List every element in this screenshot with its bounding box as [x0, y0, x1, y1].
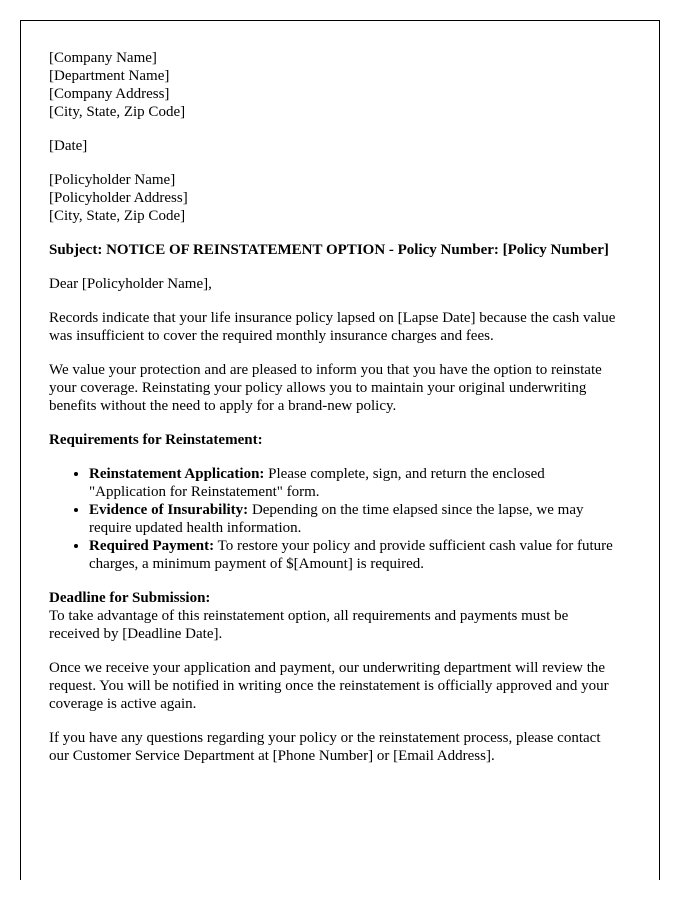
- letter-page: [20, 20, 660, 880]
- deadline-heading: Deadline for Submission:: [49, 590, 211, 606]
- requirement-text: To restore your policy and provide sufficient cash value for future charges, a minimum payment of $[Amount] is required.: [89, 538, 613, 572]
- requirements-list: [49, 465, 619, 573]
- letter-date: [Date]: [49, 138, 88, 154]
- sender-company-name: [Company Name]: [49, 50, 157, 66]
- requirement-item: [89, 537, 619, 573]
- requirement-item: [89, 465, 619, 501]
- review-paragraph: Once we receive your application and payment, our underwriting department will review the request. You will be notified in writing once the reinstatement is officially approved and your coverage is active again.: [49, 660, 609, 712]
- requirement-text: Depending on the time elapsed since the lapse, we may require updated health information.: [89, 502, 584, 536]
- deadline-text: To take advantage of this reinstatement option, all requirements and payments must be received by [Deadline Date].: [49, 608, 569, 642]
- sender-address-block: [49, 49, 619, 121]
- recipient-address-block: [49, 171, 619, 225]
- lapse-paragraph: Records indicate that your life insurance policy lapsed on [Lapse Date] because the cash value was insufficient to cover the required monthly insurance charges and fees.: [49, 310, 616, 344]
- letter-body: [49, 49, 619, 781]
- recipient-address: [Policyholder Address]: [49, 190, 188, 206]
- subject-line: Subject: NOTICE OF REINSTATEMENT OPTION - Policy Number: [Policy Number]: [49, 242, 609, 258]
- sender-department-name: [Department Name]: [49, 68, 170, 84]
- salutation: Dear [Policyholder Name],: [49, 276, 212, 292]
- deadline-section: [49, 589, 619, 643]
- requirement-label: Evidence of Insurability:: [89, 502, 249, 518]
- requirement-text: Please complete, sign, and return the enclosed "Application for Reinstatement" form.: [89, 466, 545, 500]
- recipient-name: [Policyholder Name]: [49, 172, 176, 188]
- requirement-item: [89, 501, 619, 537]
- recipient-city-state-zip: [City, State, Zip Code]: [49, 208, 186, 224]
- requirements-heading: Requirements for Reinstatement:: [49, 432, 263, 448]
- option-paragraph: We value your protection and are pleased to inform you that you have the option to reinstate your coverage. Reinstating your policy allows you to maintain your original underwriting benefits without the need to apply for a brand-new policy.: [49, 362, 602, 414]
- sender-company-address: [Company Address]: [49, 86, 170, 102]
- requirement-label: Reinstatement Application:: [89, 466, 265, 482]
- sender-city-state-zip: [City, State, Zip Code]: [49, 104, 186, 120]
- requirement-label: Required Payment:: [89, 538, 215, 554]
- questions-paragraph: If you have any questions regarding your policy or the reinstatement process, please contact our Customer Service Department at [Phone Number] or [Email Address].: [49, 730, 601, 764]
